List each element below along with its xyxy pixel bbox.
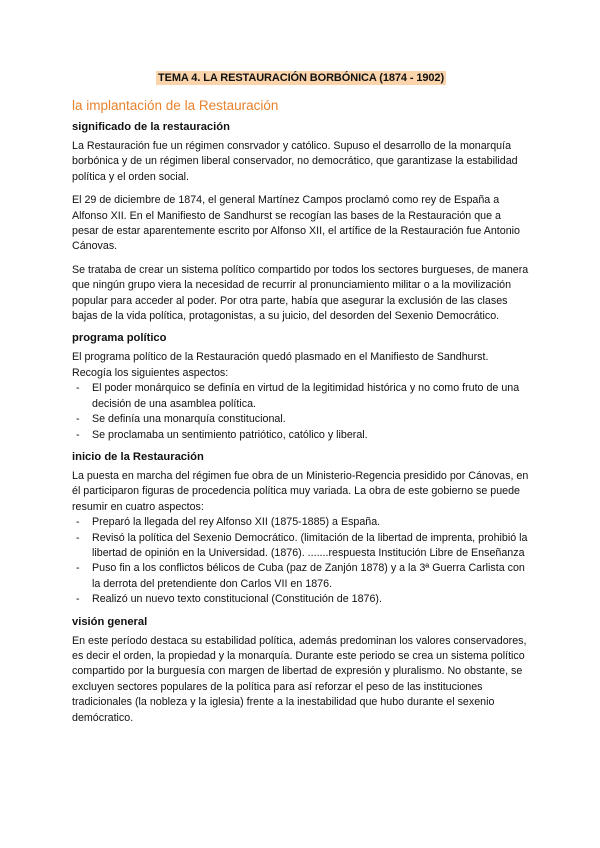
list-item: - Se definía una monarquía constitucional. [72, 412, 530, 427]
paragraph: La Restauración fue un régimen consrvador y católico. Supuso el desarrollo de la monarquía borbónica y de un régimen liberal conservador, no democrático, que garantizase la estabilidad política y el orden social. [72, 140, 518, 183]
section-heading: la implantación de la Restauración [72, 98, 279, 113]
subsection-heading-inicio: inicio de la Restauración [72, 450, 204, 463]
title-container [72, 68, 530, 86]
subsection-heading-significado: significado de la restauración [72, 121, 230, 133]
document-title: TEMA 4. LA RESTAURACIÓN BORBÓNICA (1874 - 1902) [157, 72, 445, 84]
subsection-heading-vision: visión general [72, 615, 148, 628]
list-item: - Revisó la política del Sexenio Democrático. (limitación de la libertad de imprenta, prohibió la libertad de opinión en la Universidad. (1876). .......respuesta Institución Libre de Enseñanza [72, 531, 530, 562]
dash-list [72, 515, 530, 607]
list-item: - Se proclamaba un sentimiento patriótico, católico y liberal. [72, 428, 530, 443]
paragraph: La puesta en marcha del régimen fue obra de un Ministerio-Regencia presidido por Cánovas, en él participaron figuras de procedencia política muy variada. La obra de este gobierno se puede resumir en cuatro aspectos: [72, 469, 529, 513]
list-item: - El poder monárquico se definía en virtud de la legitimidad histórica y no como fruto de una decisión de una asamblea política. [72, 381, 530, 412]
subsection-heading-programa: programa político [72, 332, 167, 345]
list-item: - Realizó un nuevo texto constitucional (Constitución de 1876). [72, 592, 530, 607]
paragraph: En este período destaca su estabilidad política, además predominan los valores conservadores, es decir el orden, la propiedad y la monarquía. Durante este periodo se crea un sistema político compartido por la burguesía con margen de libertad de expresión y pluralismo. No obstante, se excluyen sectores populares de la política para así reforzar el peso de las instituciones tradicionales (la nobleza y la iglesia) frente a la inestabilidad que hubo durante el sexenio demócratico. [72, 634, 527, 724]
list-item: - Puso fin a los conflictos bélicos de Cuba (paz de Zanjón 1878) y a la 3ª Guerra Carlista con la derrota del pretendiente don Carlos VII en 1876. [72, 561, 530, 592]
paragraph: Se trataba de crear un sistema político compartido por todos los sectores burgueses, de manera que ningún grupo viera la necesidad de recurrir al pronunciamiento militar o a la movilización popular para acceder al poder. Por otra parte, había que asegurar la exclusión de las clases bajas de la vida política, protagonistas, a su juicio, del desorden del Sexenio Democrático. [72, 263, 529, 323]
list-item: - Preparó la llegada del rey Alfonso XII (1875-1885) a España. [72, 515, 530, 530]
paragraph: El programa político de la Restauración quedó plasmado en el Manifiesto de Sandhurst. Recogía los siguientes aspectos: [72, 351, 489, 379]
paragraph: El 29 de diciembre de 1874, el general Martínez Campos proclamó como rey de España a Alfonso XII. En el Manifiesto de Sandhurst se recogían las bases de la Restauración que a pesar de estar aparentemente escrito por Alfonso XII, el artífice de la Restauración fue Antonio Cánovas. [72, 194, 520, 253]
dash-list [72, 381, 530, 443]
